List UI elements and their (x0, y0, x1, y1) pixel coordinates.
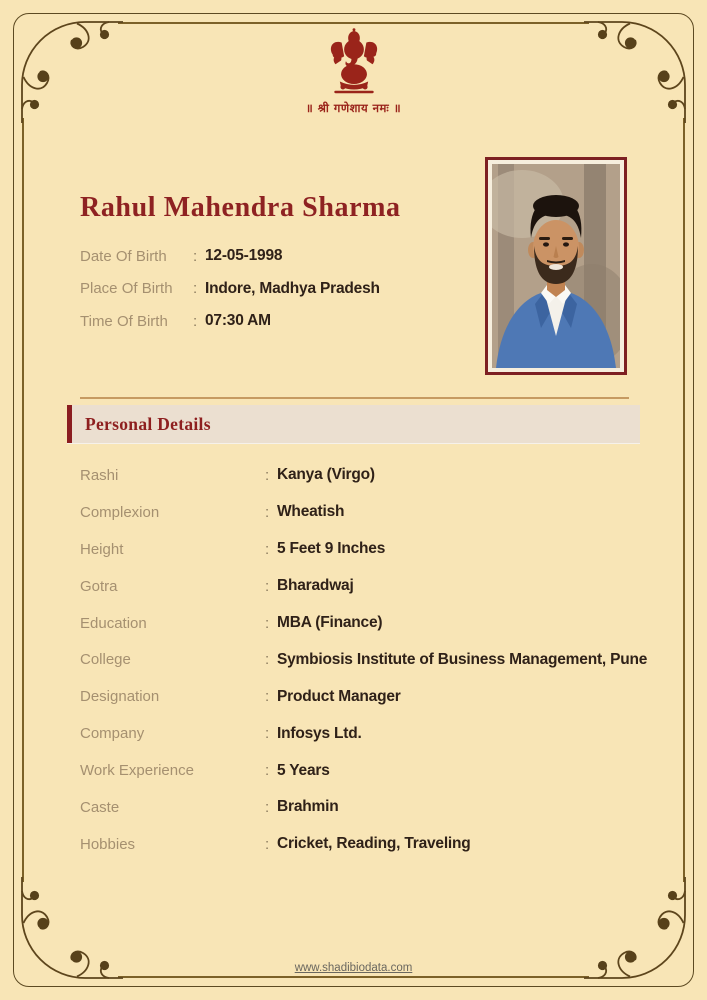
detail-label: Caste (80, 798, 120, 816)
colon-separator: : (265, 651, 270, 669)
basic-info-list (80, 240, 470, 338)
detail-row (80, 715, 640, 752)
basic-label: Date Of Birth (80, 247, 167, 265)
inner-border-left (22, 118, 24, 882)
detail-label: Hobbies (80, 835, 136, 853)
basic-label: Time Of Birth (80, 312, 168, 330)
detail-label: Height (80, 540, 124, 558)
detail-label: Complexion (80, 503, 160, 521)
colon-separator: : (265, 466, 270, 484)
inner-border-bottom (118, 976, 589, 978)
colon-separator: : (265, 725, 270, 743)
section-accent-bar (67, 405, 72, 443)
detail-label: Company (80, 725, 145, 743)
basic-row (80, 305, 470, 338)
colon-separator: : (265, 503, 270, 521)
inner-border-top (118, 22, 589, 24)
colon-separator: : (265, 835, 270, 853)
detail-value: Product Manager (277, 687, 401, 705)
detail-value: 5 Years (277, 761, 330, 779)
basic-value: Indore, Madhya Pradesh (205, 279, 380, 297)
ganesha-icon (317, 26, 391, 100)
detail-value: Wheatish (277, 503, 345, 521)
section-header (67, 405, 640, 444)
personal-details-list (80, 457, 648, 863)
detail-value: Brahmin (277, 798, 339, 816)
profile-name: Rahul Mahendra Sharma (80, 192, 401, 223)
detail-row (80, 605, 640, 642)
colon-separator: : (265, 614, 270, 632)
basic-row (80, 240, 470, 273)
colon-separator: : (265, 798, 270, 816)
detail-row (80, 789, 640, 826)
detail-value: Bharadwaj (277, 577, 354, 595)
detail-label: Rashi (80, 466, 119, 484)
basic-value: 12-05-1998 (205, 247, 283, 265)
detail-label: Education (80, 614, 147, 632)
colon-separator: : (265, 762, 270, 780)
detail-label: Designation (80, 688, 160, 706)
detail-row (80, 678, 640, 715)
detail-row (80, 826, 640, 863)
colon-separator: : (265, 577, 270, 595)
detail-value: Infosys Ltd. (277, 724, 362, 742)
detail-row (80, 457, 640, 494)
detail-row (80, 494, 640, 531)
basic-label: Place Of Birth (80, 280, 173, 298)
colon-separator: : (265, 540, 270, 558)
colon-separator: : (265, 688, 270, 706)
detail-label: Work Experience (80, 762, 194, 780)
detail-label: Gotra (80, 577, 118, 595)
detail-value: MBA (Finance) (277, 614, 383, 631)
inner-border-right (683, 118, 685, 882)
profile-photo (485, 157, 627, 375)
detail-value: Kanya (Virgo) (277, 466, 375, 484)
sanskrit-invocation: ॥ श्री गणेशाय नमः ॥ (305, 101, 402, 115)
colon-separator: : (193, 247, 198, 265)
detail-row (80, 531, 640, 568)
footer (0, 958, 707, 976)
website-link[interactable]: www.shadibiodata.com (294, 962, 413, 974)
detail-value: 5 Feet 9 Inches (277, 540, 386, 558)
detail-label: College (80, 651, 131, 669)
detail-row (80, 568, 640, 605)
detail-row (80, 752, 640, 789)
detail-row (80, 641, 648, 678)
colon-separator: : (193, 280, 198, 298)
portrait-illustration (492, 164, 620, 368)
basic-row (80, 273, 470, 306)
section-title: Personal Details (85, 413, 211, 434)
detail-value: Cricket, Reading, Traveling (277, 835, 471, 853)
colon-separator: : (193, 312, 198, 330)
section-divider (80, 397, 629, 399)
detail-value: Symbiosis Institute of Business Management, Pune (277, 650, 648, 668)
basic-value: 07:30 AM (205, 312, 271, 330)
